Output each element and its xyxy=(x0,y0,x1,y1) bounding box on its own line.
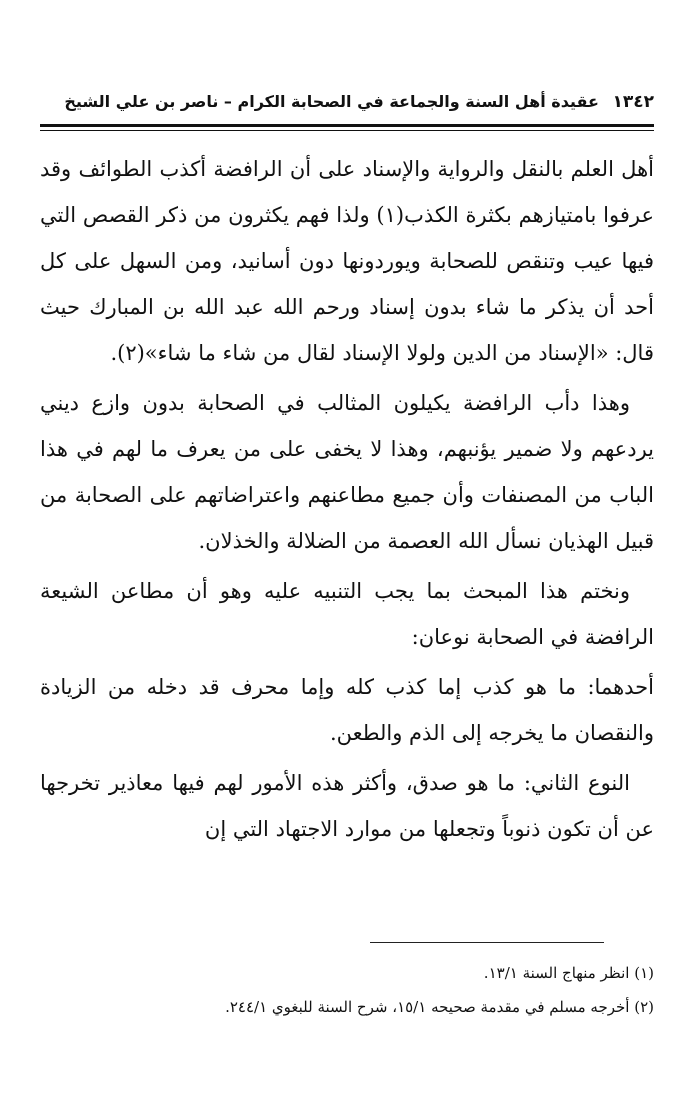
footnote-2: (٢) أخرجه مسلم في مقدمة صحيحه ١٥/١، شرح السنة للبغوي ٢٤٤/١. xyxy=(225,998,654,1016)
header-rule-thin xyxy=(40,130,654,131)
page-number: ١٣٤٢ xyxy=(612,92,654,112)
running-title: عقيدة أهل السنة والجماعة في الصحابة الكرام – ناصر بن علي الشيخ xyxy=(64,92,599,111)
main-text xyxy=(40,146,654,856)
paragraph-1: أهل العلم بالنقل والرواية والإسناد على أن الرافضة أكذب الطوائف وقد عرفوا بامتيازهم بكثرة الكذب(١) ولذا فهم يكثرون من ذكر القصص التي فيها عيب وتنقص للصحابة ويوردونها دون أسانيد، ومن السهل على كل أحد أن يذكر ما شاء بدون إسناد ورحم الله عبد الله بن المبارك حيث قال: «الإسناد من الدين ولولا الإسناد لقال من شاء ما شاء»(٢). xyxy=(40,157,654,365)
footnote-separator xyxy=(370,942,604,943)
paragraph-4: أحدهما: ما هو كذب إما كذب كله وإما محرف قد دخله من الزيادة والنقصان ما يخرجه إلى الذم والطعن. xyxy=(40,675,654,745)
footnotes xyxy=(40,956,654,1024)
header-rule-thick xyxy=(40,124,654,127)
running-header xyxy=(40,92,654,118)
paragraph-2: وهذا دأب الرافضة يكيلون المثالب في الصحابة بدون وازع ديني يردعهم ولا ضمير يؤنبهم، وهذا لا يخفى على من يعرف ما لهم في هذا الباب من المصنفات وأن جميع مطاعنهم واعتراضاتهم على الصحابة من قبيل الهذيان نسأل الله العصمة من الضلالة والخذلان. xyxy=(40,391,654,553)
paragraph-3: ونختم هذا المبحث بما يجب التنبيه عليه وهو أن مطاعن الشيعة الرافضة في الصحابة نوعان: xyxy=(40,579,654,649)
footnote-1: (١) انظر منهاج السنة ١٣/١. xyxy=(483,964,654,982)
paragraph-5: النوع الثاني: ما هو صدق، وأكثر هذه الأمور لهم فيها معاذير تخرجها عن أن تكون ذنوباً وتجعلها من موارد الاجتهاد التي إن xyxy=(40,771,654,841)
